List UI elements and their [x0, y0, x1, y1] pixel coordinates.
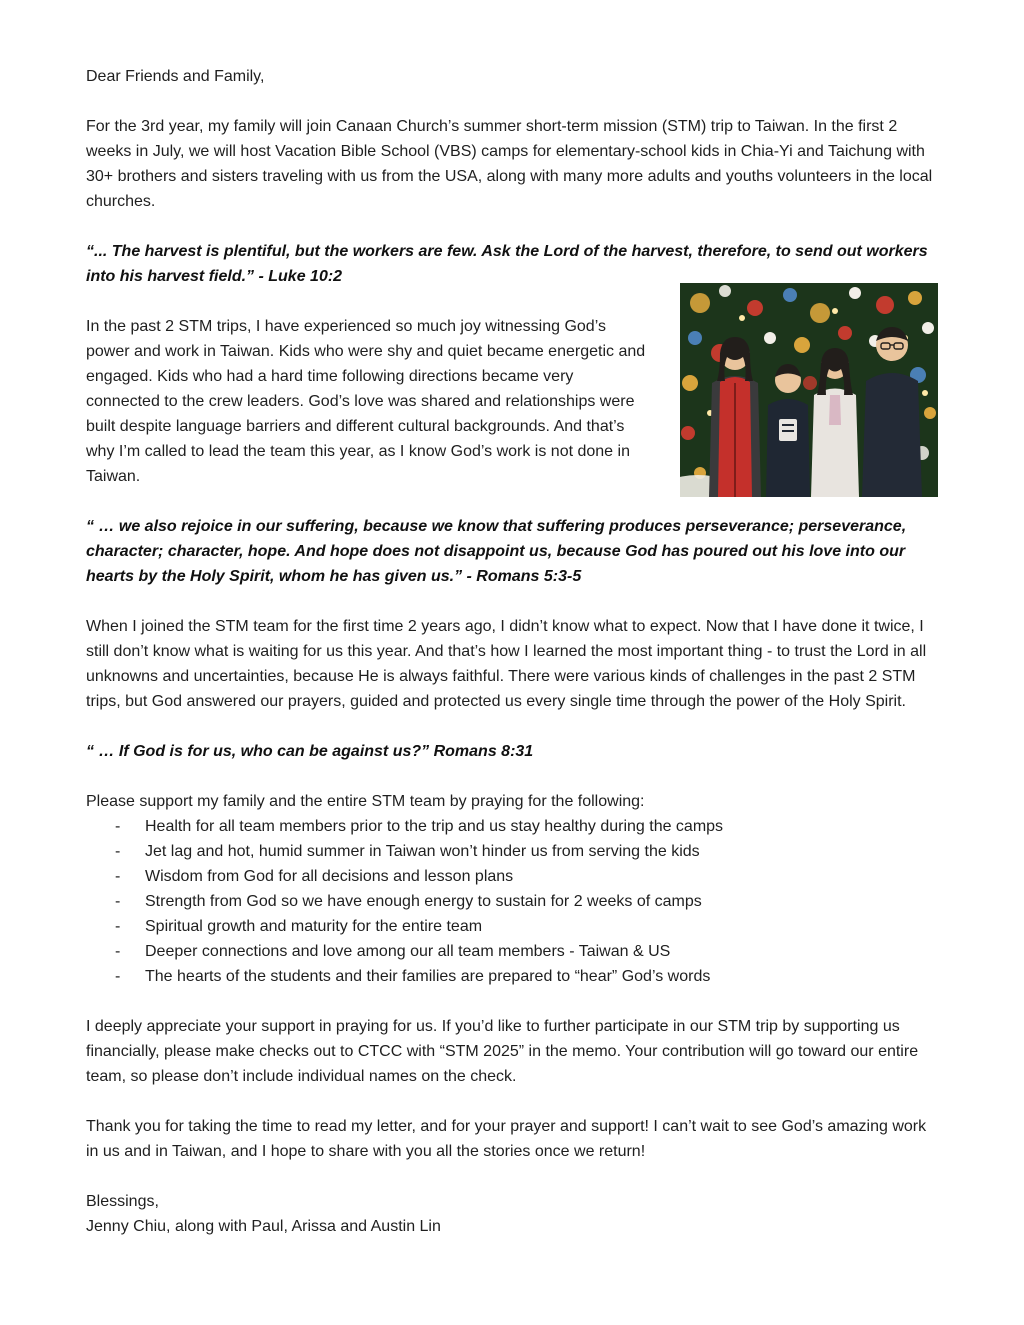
- list-item: [86, 864, 938, 889]
- trust-paragraph: When I joined the STM team for the first time 2 years ago, I didn’t know what to expect. Now that I have done it twice, I still don’t know what is waiting for us this year. And that’s how I learned the most important thing - to trust the Lord in all unknowns and uncertainties, because He is always faithful. There were various kinds of challenges in the past 2 STM trips, but God answered our prayers, guided and protected us every single time through the power of the Holy Spirit.: [86, 618, 927, 710]
- bullet-marker: -: [115, 943, 121, 960]
- closing-block: [86, 1189, 938, 1239]
- scripture-quote-luke: “... The harvest is plentiful, but the workers are few. Ask the Lord of the harvest, therefore, to send out workers into his harvest field.” - Luke 10:2: [86, 243, 928, 285]
- bullet-marker: -: [115, 868, 121, 885]
- prayer-item-text: Strength from God so we have enough energy to sustain for 2 weeks of camps: [145, 893, 702, 910]
- bullet-marker: -: [115, 918, 121, 935]
- prayer-item-text: Deeper connections and love among our all team members - Taiwan & US: [145, 943, 671, 960]
- financial-paragraph: I deeply appreciate your support in praying for us. If you’d like to further participate in our STM trip by supporting us financially, please make checks out to CTCC with “STM 2025” in the memo. Your contribution will go toward our entire team, so please don’t include individual names on the check.: [86, 1018, 919, 1085]
- experience-paragraph: In the past 2 STM trips, I have experienced so much joy witnessing God’s power and work in Taiwan. Kids who were shy and quiet became energetic and engaged. Kids who had a hard time following directions became very connected to the crew leaders. God’s love was shared and relationships were built despite language barriers and different cultural backgrounds. And that’s why I’m called to lead the team this year, as I know God’s work is not done in Taiwan.: [86, 318, 646, 485]
- list-item: [86, 939, 938, 964]
- list-item: [86, 914, 938, 939]
- prayer-item-text: Spiritual growth and maturity for the entire team: [145, 918, 483, 935]
- list-item: [86, 839, 938, 864]
- signature: Jenny Chiu, along with Paul, Arissa and Austin Lin: [86, 1218, 441, 1235]
- intro-paragraph: For the 3rd year, my family will join Canaan Church’s summer short-term mission (STM) trip to Taiwan. In the first 2 weeks in July, we will host Vacation Bible School (VBS) camps for elementary-school kids in Chia-Yi and Taichung with 30+ brothers and sisters traveling with us from the USA, along with many more adults and youths volunteers in the local churches.: [86, 118, 933, 210]
- bullet-marker: -: [115, 968, 121, 985]
- list-item: [86, 814, 938, 839]
- prayer-item-text: Wisdom from God for all decisions and lesson plans: [145, 868, 514, 885]
- bullet-marker: -: [115, 818, 121, 835]
- salutation: Dear Friends and Family,: [86, 68, 265, 85]
- prayer-item-text: The hearts of the students and their families are prepared to “hear” God’s words: [145, 968, 711, 985]
- bullet-marker: -: [115, 893, 121, 910]
- list-item: [86, 964, 938, 989]
- prayer-intro: Please support my family and the entire STM team by praying for the following:: [86, 793, 645, 810]
- family-photo: [680, 283, 938, 497]
- prayer-item-text: Health for all team members prior to the trip and us stay healthy during the camps: [145, 818, 724, 835]
- prayer-item-text: Jet lag and hot, humid summer in Taiwan won’t hinder us from serving the kids: [145, 843, 700, 860]
- bullet-marker: -: [115, 843, 121, 860]
- list-item: [86, 889, 938, 914]
- scripture-quote-romans8: “ … If God is for us, who can be against us?” Romans 8:31: [86, 743, 534, 760]
- prayer-request-list: [86, 814, 938, 989]
- closing: Blessings,: [86, 1193, 159, 1210]
- scripture-quote-romans5: “ … we also rejoice in our suffering, because we know that suffering produces perseverance; perseverance, character; character, hope. And hope does not disappoint us, because God has poured out his love into our hearts by the Holy Spirit, whom he has given us.” - Romans 5:3-5: [86, 518, 907, 585]
- thanks-paragraph: Thank you for taking the time to read my letter, and for your prayer and support! I can’t wait to see God’s amazing work in us and in Taiwan, and I hope to share with you all the stories once we return!: [86, 1118, 927, 1160]
